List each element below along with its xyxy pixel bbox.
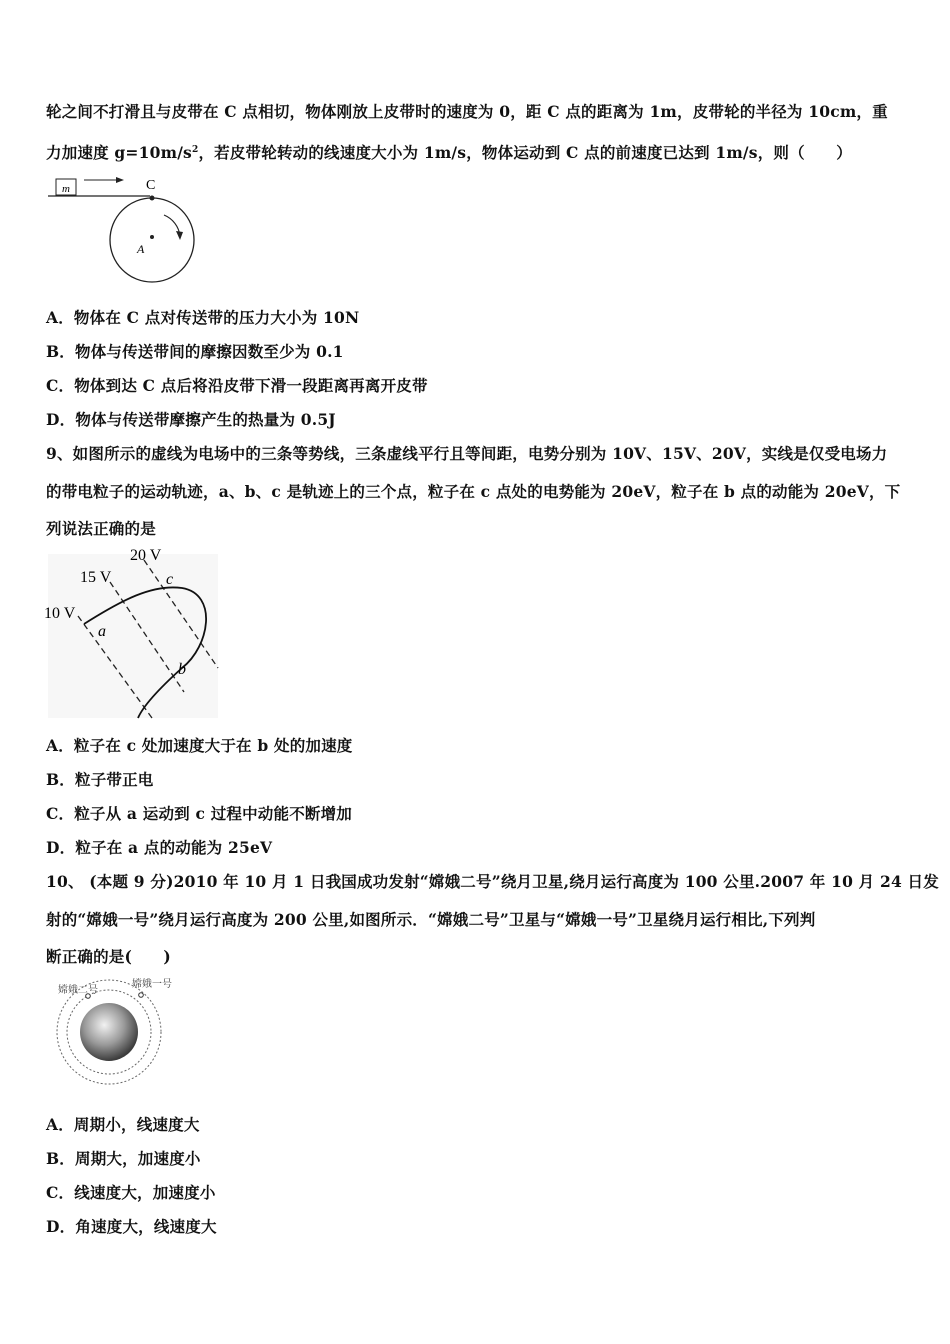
point-b-label: b [178,661,186,678]
label-15v: 15 V [80,569,112,586]
rotation-arrowhead [176,231,183,240]
q10-option-d: D．角速度大，线速度大 [46,1217,217,1236]
q10-text-line-2: 射的“嫦娥一号”绕月运行高度为 200 公里,如图所示．“嫦娥二号”卫星与“嫦娥一号”卫星绕月运行相比,下列判 [46,910,816,929]
block-m-label: m [62,183,70,195]
q8-option-d: D．物体与传送带摩擦产生的热量为 0.5J [46,410,336,429]
point-a-label: A [137,242,145,256]
q8-option-c: C．物体到达 C 点后将沿皮带下滑一段距离再离开皮带 [46,376,428,395]
q8-exponent: 2 [191,145,199,155]
pulley-wheel [110,198,194,282]
velocity-arrowhead [116,177,124,183]
q8-line2-main: 力加速度 g=10m/s [46,143,192,163]
moon [80,1003,138,1061]
point-c [150,196,155,201]
q10-option-b: B．周期大，加速度小 [46,1149,201,1168]
q8-conveyor-figure [46,170,206,286]
q8-text-line-1: 轮之间不打滑且与皮带在 C 点相切，物体刚放上皮带时的速度为 0，距 C 点的距离为 1m，皮带轮的半径为 10cm，重 [46,102,888,121]
q9-text-line-2: 的带电粒子的运动轨迹，a、b、c 是轨迹上的三个点，粒子在 c 点处的电势能为 20eV，粒子在 b 点的动能为 20eV，下 [46,482,901,501]
q9-text-line-1: 9、如图所示的虚线为电场中的三条等势线，三条虚线平行且等间距，电势分别为 10V、15V、20V，实线是仅受电场力 [46,444,888,463]
satellite-chang-e-1 [139,993,144,998]
point-a-label: a [98,623,106,640]
label-chang-e-2: 嫦娥二号 [58,985,98,996]
q10-text-line-3: 断正确的是( ) [46,947,171,966]
q9-option-d: D．粒子在 a 点的动能为 25eV [46,838,273,857]
q8-text-line-2 [46,140,906,163]
point-c-label: C [146,178,156,193]
label-10v: 10 V [44,605,76,622]
q10-orbit-figure [52,974,192,1090]
label-chang-e-1: 嫦娥一号 [132,979,172,990]
q10-text-line-1: 10、 (本题 9 分)2010 年 10 月 1 日我国成功发射“嫦娥二号”绕月卫星,绕月运行高度为 100 公里.2007 年 10 月 24 日发 [46,872,939,891]
q8-option-b: B．物体与传送带间的摩擦因数至少为 0.1 [46,342,344,361]
q8-line2-tail: ，若皮带轮转动的线速度大小为 1m/s，物体运动到 C 点的前速度已达到 1m/s，则（ ） [198,143,852,163]
q9-equipotential-figure [42,544,222,720]
q9-option-c: C．粒子从 a 运动到 c 过程中动能不断增加 [46,804,353,823]
label-20v: 20 V [130,547,162,564]
point-a [150,235,154,239]
q8-option-a: A．物体在 C 点对传送带的压力大小为 10N [46,308,360,327]
point-c-label: c [166,571,174,588]
q9-option-a: A．粒子在 c 处加速度大于在 b 处的加速度 [46,736,353,755]
q9-option-b: B．粒子带正电 [46,770,154,789]
figure-background [48,554,218,718]
q9-text-line-3: 列说法正确的是 [46,519,156,538]
q10-option-a: A．周期小，线速度大 [46,1115,200,1134]
q10-option-c: C．线速度大，加速度小 [46,1183,216,1202]
